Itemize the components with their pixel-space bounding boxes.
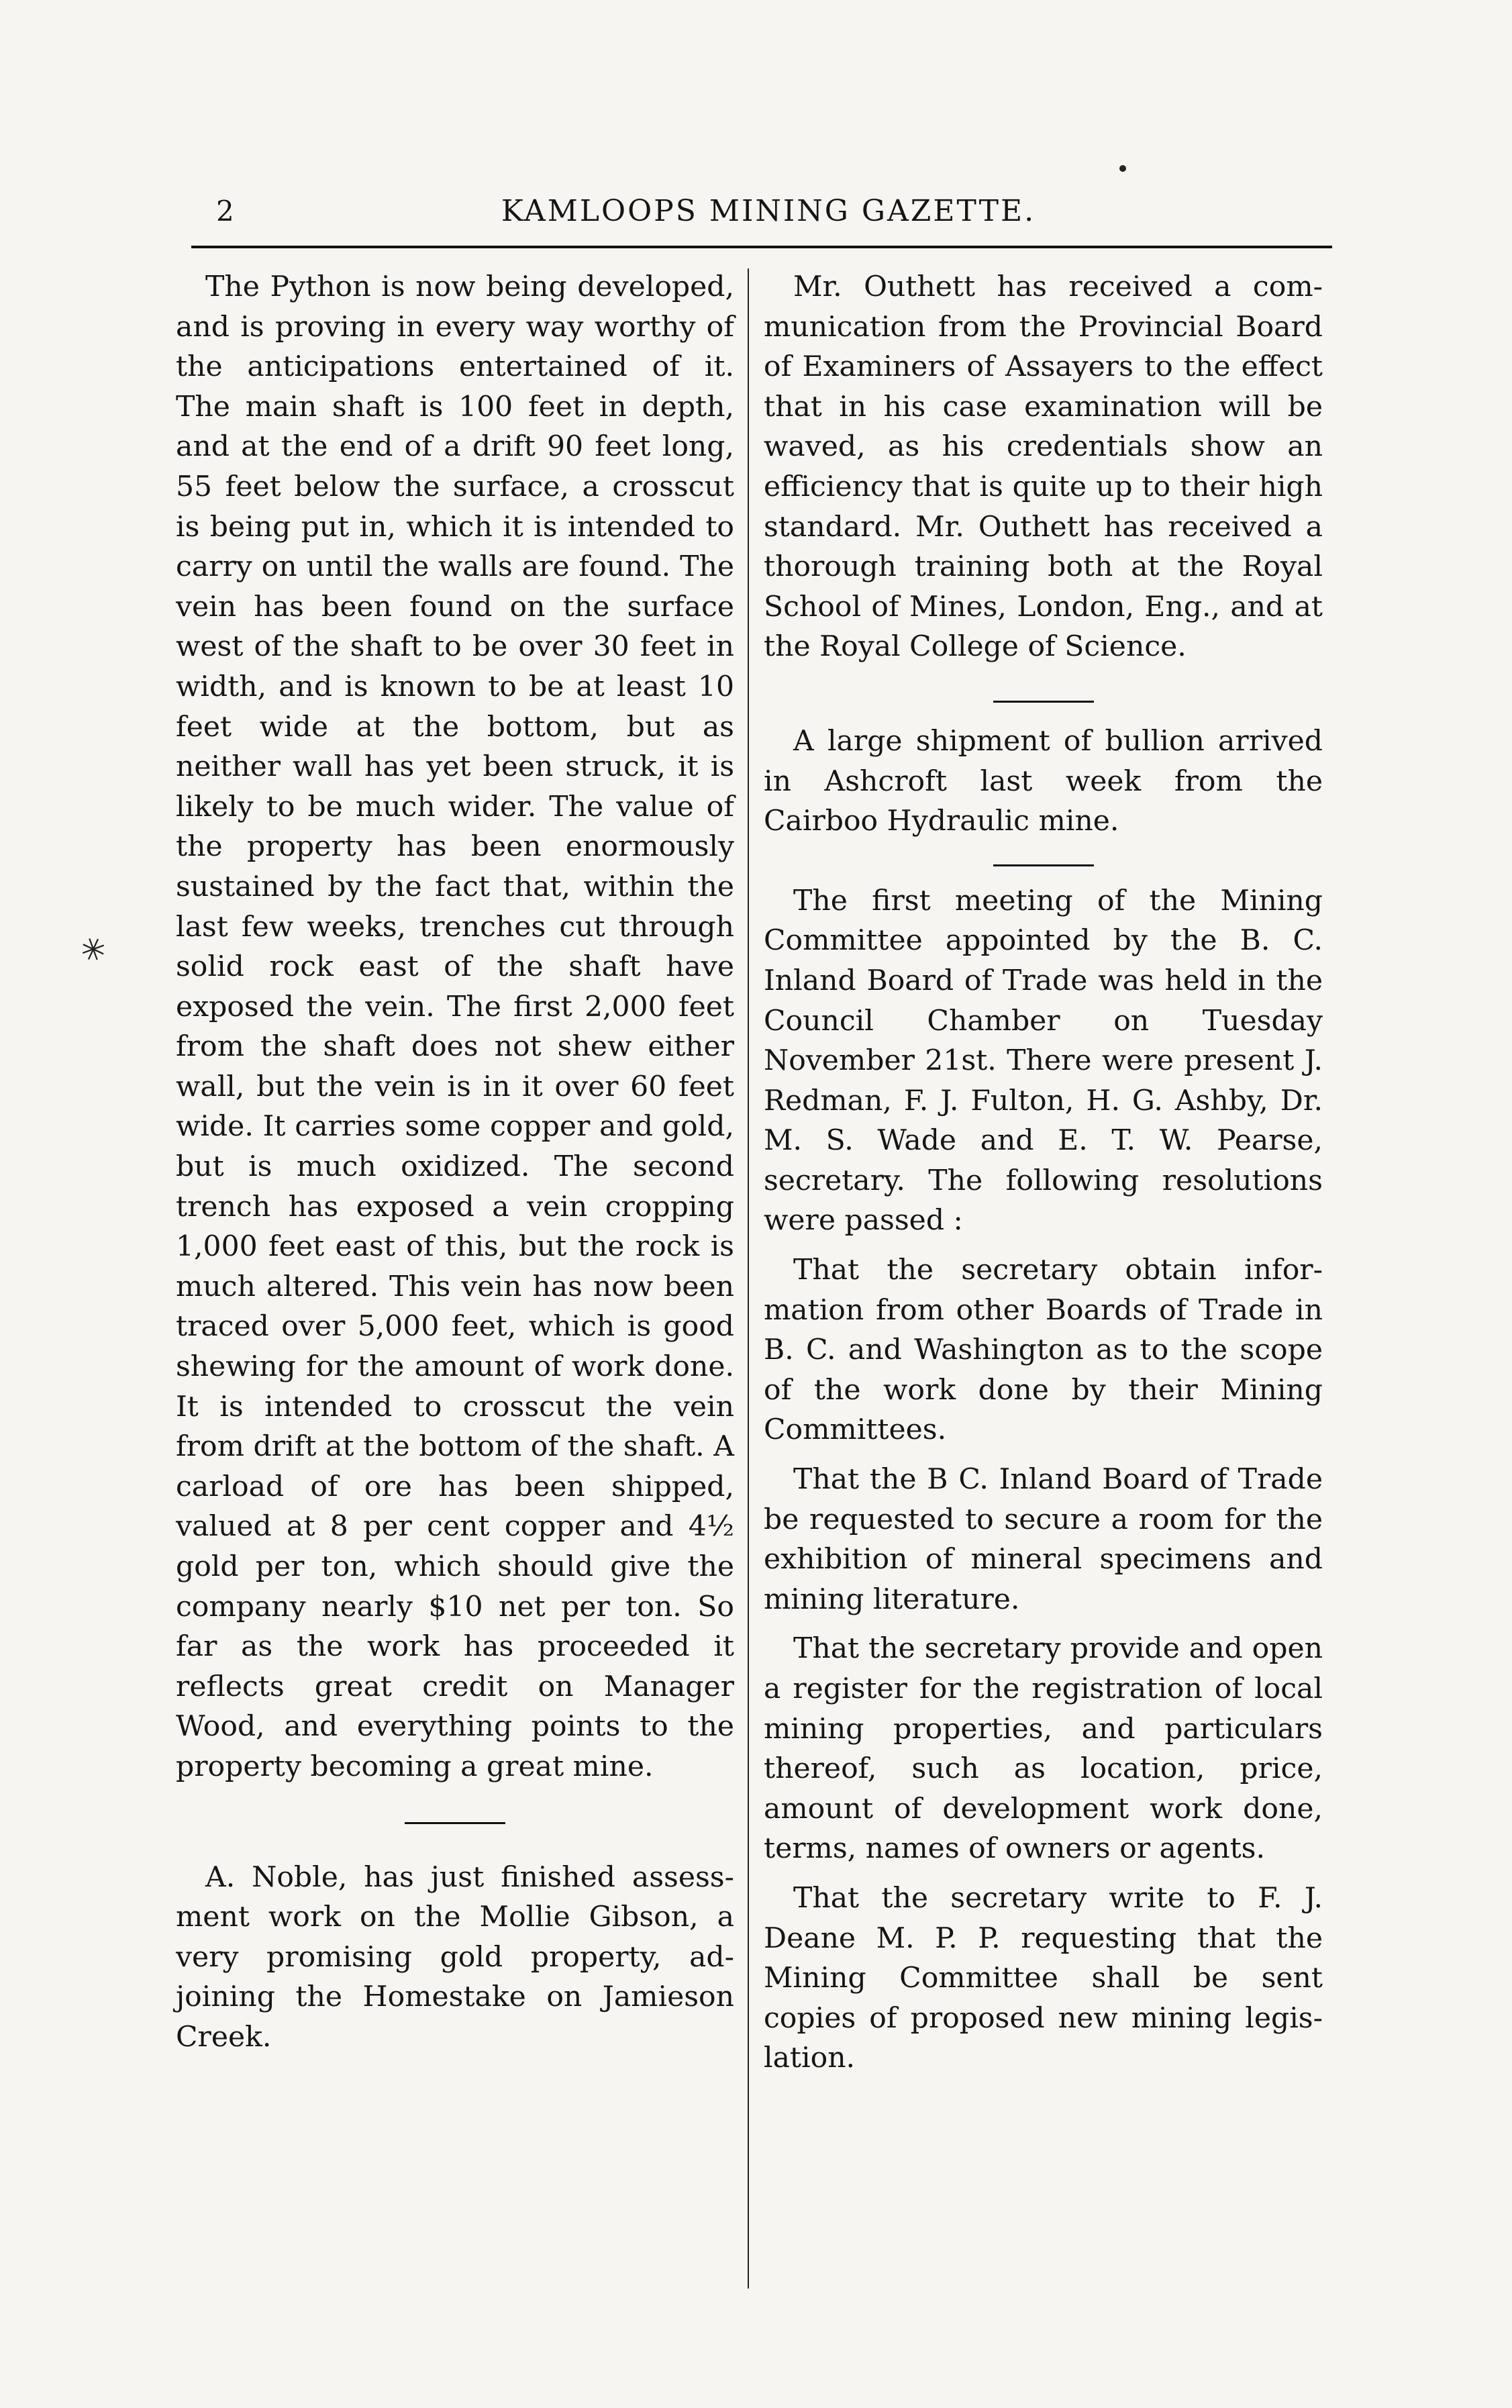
margin-mark: ✳: [74, 928, 112, 971]
page-number: 2: [216, 195, 234, 228]
left-column: [176, 267, 734, 2058]
resolution-item: That the secretary provide and open a register for the registration of local mining properties, and particulars thereof, such as location, price, amount of development work done, terms, names of owners or agents.: [764, 1632, 1323, 1866]
page-header: [168, 195, 1369, 235]
resolution-item: That the secretary write to F. J. Deane M. P. P. requesting that the Mining Committee shall be sent copies of proposed new mining legislation.: [764, 1881, 1323, 2075]
header-rule: [191, 246, 1332, 248]
outhett-item: Mr. Outhett has received a communication from the Provincial Board of Examiners of Assayers to the effect that in his case examination will be waved, as his credentials show an efficiency that is quite up to their high standard. Mr. Outhett has received a thorough training both at the Royal School of Mines, London, Eng., and at the Royal College of Science.: [764, 270, 1323, 664]
bullion-item: A large shipment of bullion arrived in Ashcroft last week from the Cairboo Hydraulic mine.: [764, 724, 1323, 838]
noble-assessment-item: A. Noble, has just finished assessment work on the Mollie Gibson, a very promising gold property, adjoining the Homestake on Jamieson Creek.: [176, 1860, 734, 2054]
python-mine-article: The Python is now being developed, and is proving in every way worthy of the anticipations entertained of it. The main shaft is 100 feet in depth, and at the end of a drift 90 feet long, 55 feet below the surface, a crosscut is being put in, which it is intended to carry on until the walls are found. The vein has been found on the surface west of the shaft to be over 30 feet in width, and is known to be at least 10 feet wide at the bottom, but as neither wall has yet been struck, it is likely to be much wider. The value of the property has been enormously sustained by the fact that, within the last few weeks, trenches cut through solid rock east of the shaft have exposed the vein. The first 2,000 feet from the shaft does not shew either wall, but the vein is in it over 60 feet wide. It carries some copper and gold, but is much oxidized. The second trench has exposed a vein cropping 1,000 feet east of this, but the rock is much altered. This vein has now been traced over 5,000 feet, which is good shewing for the amount of work done. It is intended to crosscut the vein from drift at the bottom of the shaft. A carload of ore has been shipped, valued at 8 per cent copper and 4½ gold per ton, which should give the company nearly $10 net per ton. So far as the work has proceeded it reflects great credit on Manager Wood, and everything points to the property becoming a great mine.: [176, 270, 734, 1783]
ink-speck: [1119, 165, 1126, 172]
right-column: [764, 267, 1323, 2078]
resolution-item: That the secretary obtain information from other Boards of Trade in B. C. and Washington as to the scope of the work done by their Mining Committees.: [764, 1254, 1323, 1447]
running-title: KAMLOOPS MINING GAZETTE.: [501, 194, 1036, 228]
column-divider: [748, 268, 749, 2289]
mining-committee-meeting: The first meeting of the Mining Committee appointed by the B. C. Inland Board of Trade was held in the Council Chamber on Tuesday November 21st. There were present J. Redman, F. J. Fulton, H. G. Ashby, Dr. M. S. Wade and E. T. W. Pearse, secretary. The following resolutions were passed :: [764, 884, 1323, 1238]
resolution-item: That the B C. Inland Board of Trade be requested to secure a room for the exhibition of mineral specimens and mining literature.: [764, 1463, 1323, 1616]
